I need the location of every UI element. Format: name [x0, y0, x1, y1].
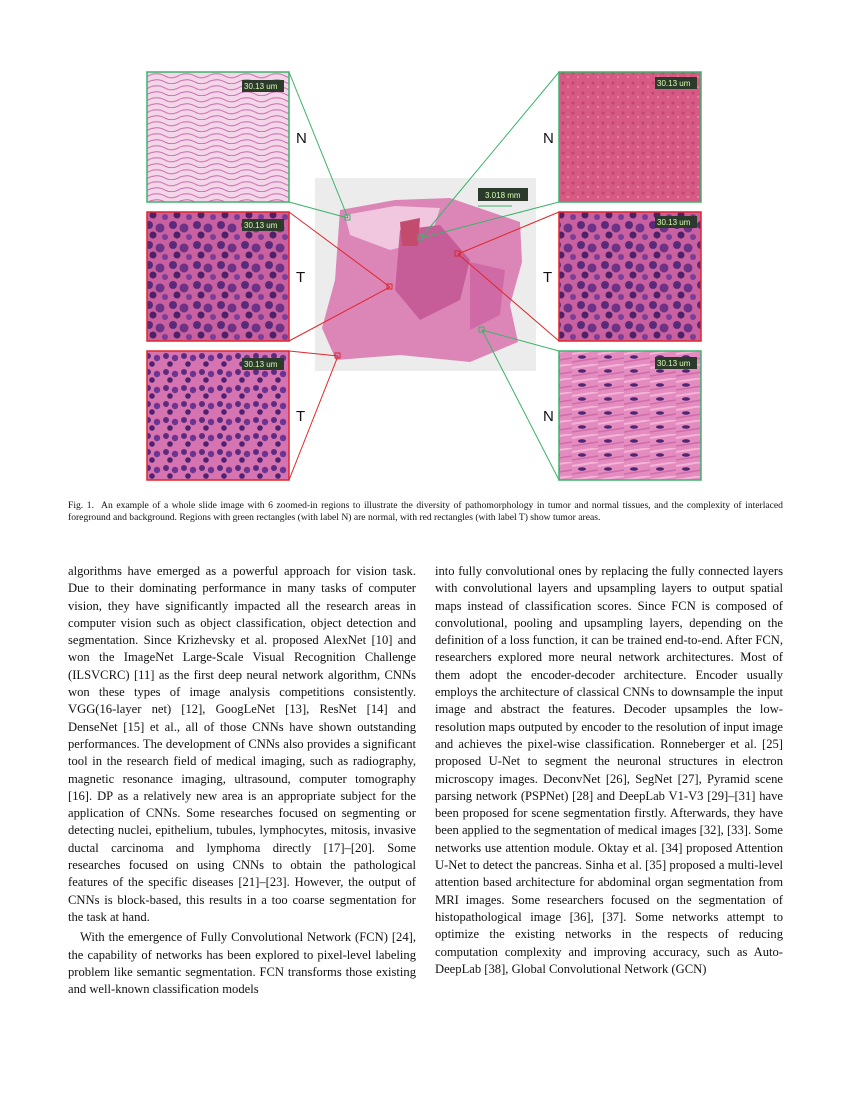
tile-label-tumor: T	[543, 269, 553, 286]
whole-slide-image	[315, 178, 536, 371]
figure-caption	[68, 500, 783, 525]
zoom-tile-right-mid	[559, 212, 701, 341]
scale-label: 30.13 um	[657, 79, 691, 88]
left-column	[68, 563, 416, 998]
zoom-tile-left-top	[147, 72, 289, 202]
slide-scale-label: 3.018 mm	[485, 191, 521, 200]
scale-label: 30.13 um	[244, 82, 278, 91]
tile-label-normal: N	[543, 130, 554, 147]
zoom-tile-right-top	[559, 72, 701, 202]
paragraph: into fully convolutional ones by replacing the fully connected layers with convolutional layers and upsampling layers to output spatial maps instead of classification scores. Since FCN is composed of convolutional, pooling and upsampling layers, depending on the definition of a loss function, it can be trained end-to-end. After FCN, researchers explored more neural network architectures. Most of them adopt the encoder-decoder architecture. Encoder usually employs the architecture of classical CNNs to downsample the input image and abstract the features. Decoder upsamples the low-resolution maps outputed by encoder to the resolution of input image and achieves the pixel-wise classification. Ronneberger et al. [25] proposed U-Net to segment the neuronal structures in electron microscopy images. DeconvNet [26], SegNet [27], Pyramid scene parsing network (PSPNet) [28] and DeepLab V1-V3 [29]–[31] have been proposed for scene segmentation firstly. Afterwards, they have been applied to the segmentation of medical images [32], [33]. Some networks use attention module. Oktay et al. [34] proposed Attention U-Net to detect the pancreas. Sinha et al. [35] proposed a multi-level attention based architecture for abdominal organ segmentation from MRI images. Some researchers focused on the segmentation of histopathological image [36], [37]. Some networks attempt to optimize the existing networks in the respects of reducing computation complexity and improving accuracy, such as Auto-DeepLab [38], Global Convolutional Network (GCN)	[435, 564, 783, 976]
tile-label-normal: N	[296, 130, 307, 147]
scale-label: 30.13 um	[244, 221, 278, 230]
zoom-tile-left-bottom	[147, 351, 289, 480]
paragraph: With the emergence of Fully Convolutional Network (FCN) [24], the capability of networks has been explored to pixel-level labeling problem like semantic segmentation. FCN transforms those existing and well-known classification models	[68, 930, 416, 997]
figure-1	[0, 0, 850, 500]
caption-text: An example of a whole slide image with 6 zoomed-in regions to illustrate the diversity of pathomorphology in tumor and normal tissues, and the complexity of interlaced foreground and background. Regions with green rectangles (with label N) are normal, with red rectangles (with label T) show tumor areas.	[68, 500, 783, 524]
scale-label: 30.13 um	[657, 218, 691, 227]
tile-label-normal: N	[543, 408, 554, 425]
scale-label: 30.13 um	[657, 359, 691, 368]
tile-label-tumor: T	[296, 269, 306, 286]
right-column	[435, 563, 783, 978]
zoom-tile-left-mid	[147, 212, 289, 341]
scale-label: 30.13 um	[244, 360, 278, 369]
tile-label-tumor: T	[296, 408, 306, 425]
caption-prefix: Fig. 1.	[68, 500, 94, 511]
zoom-tile-right-bottom	[559, 351, 701, 480]
paragraph: algorithms have emerged as a powerful approach for vision task. Due to their dominating performance in many tasks of computer vision, they have significantly impacted all the research areas in computer vision such as object classification, object detection and segmentation. Since Krizhevsky et al. proposed AlexNet [10] and won the ImageNet Large-Scale Visual Recognition Challenge (ILSVCRC) [11] as the first deep neural network algorithm, CNNs won these types of image analysis competitions consistently. VGG(16-layer net) [12], GoogLeNet [13], ResNet [14] and DenseNet [15] et al., all of those CNNs have shown outstanding performances. The development of CNNs also provides a significant tool in the research field of medical imaging, such as radiography, magnetic resonance imaging, ultrasound, computer tomography [16]. DP as a relatively new area is an appropriate subject for the application of CNNs. Some researches focused on segmenting or detecting nuclei, epithelium, tubules, lymphocytes, mitosis, invasive ductal carcinoma and lymphoma directly [17]–[20]. Some researches focused on using CNNs to obtain the pathological features of the specific diseases [21]–[23]. However, the output of CNNs is block-based, this results in a too coarse segmentation for the task at hand.	[68, 564, 416, 924]
